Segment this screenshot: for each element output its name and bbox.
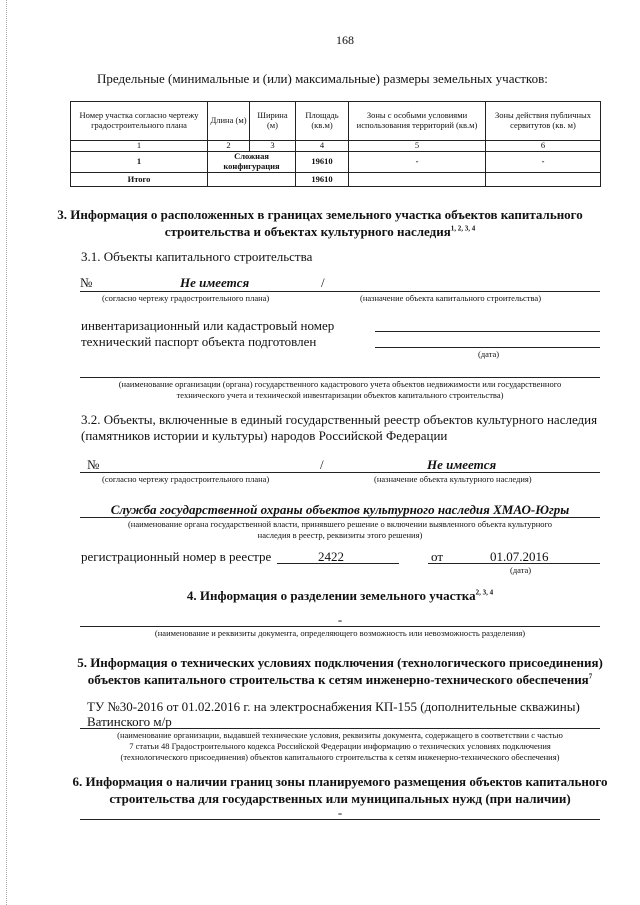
page-number: 168 — [336, 33, 354, 47]
table-header-cell: Длина (м) — [208, 102, 250, 141]
table-header-row — [71, 102, 601, 141]
section6-title-line1: 6. Информация о наличии границ зоны планируемого размещения объектов капитального — [72, 774, 608, 789]
underline — [80, 728, 600, 729]
underline — [80, 472, 600, 473]
registry-number-value: 2422 — [318, 549, 344, 564]
section3-title-line1: 3. Информация о расположенных в границах земельного участка объектов капитального — [57, 207, 583, 222]
org-caption-line2: технического учета и технической инвентаризации объектов капитального строительства) — [176, 390, 504, 400]
section6-title-line2: строительства для государственных или муниципальных нужд (при наличии) — [109, 791, 571, 806]
tech-conditions-line1: ТУ №30-2016 от 01.02.2016 г. на электроснабжения КП-155 (дополнительные скважины) — [87, 699, 580, 714]
date-caption: (дата) — [510, 565, 532, 575]
heritage-objects-value: Не имеется — [427, 457, 497, 472]
table-header-cell: Зоны с особыми условиями использования территорий (кв.м) — [349, 102, 486, 141]
registry-date-value: 01.07.2016 — [490, 549, 549, 564]
section3-2-title-line1: 3.2. Объекты, включенные в единый государственный реестр объектов культурного наследия — [81, 412, 598, 427]
separator-slash: / — [321, 275, 325, 290]
authority-caption-line2: наследия в реестр, реквизиты этого решения) — [257, 530, 423, 540]
underline — [80, 517, 600, 518]
org-caption-line1: (наименование организации (органа) государственного кадастрового учета объектов недвижимости или государственного — [118, 379, 562, 389]
underline — [80, 819, 600, 820]
total-empty-cell — [208, 173, 296, 187]
section5-title-line2: объектов капитального строительства к сетям инженерно-технического обеспечения$^7$ — [87, 672, 593, 687]
section3-1-title: 3.1. Объекты капитального строительства — [81, 249, 313, 264]
table-number-row — [71, 141, 601, 152]
section5-caption-line1: (наименование организации, выдавшей технические условия, реквизиты документа, содержащего в соответствии с частью — [117, 730, 563, 740]
capital-objects-value: Не имеется — [180, 275, 250, 290]
date-caption: (дата) — [478, 349, 500, 359]
section6-value: - — [337, 805, 343, 820]
underline — [428, 563, 600, 564]
footnote-ref: 1, 2, 3, 4 — [450, 224, 476, 233]
underline — [277, 563, 399, 564]
section5-caption-line3: (технологического присоединения) объектов капитального строительства к сетям инженерно-технического обеспечения) — [120, 752, 560, 762]
plot-config-cell: Сложная конфигурация — [208, 152, 296, 173]
separator-slash: / — [320, 457, 324, 472]
table-column-number: 6 — [486, 141, 601, 152]
plot-number-cell: 1 — [71, 152, 208, 173]
underline — [375, 347, 600, 348]
section5-caption-line2: 7 статьи 48 Градостроительного кодекса Российской Федерации информацию о технических условиях подключения — [129, 741, 551, 751]
footnote-ref: 7 — [588, 672, 593, 681]
page-edge — [6, 0, 7, 905]
table-header-cell: Площадь (кв.м) — [296, 102, 349, 141]
total-empty-cell — [349, 173, 486, 187]
heritage-authority: Служба государственной охраны объектов культурного наследия ХМАО-Югры — [110, 502, 570, 517]
table-header-cell: Зоны действия публичных сервитутов (кв. м) — [486, 102, 601, 141]
underline — [375, 331, 600, 332]
table-column-number: 2 — [208, 141, 250, 152]
table-total-row — [71, 173, 601, 187]
total-label-cell: Итого — [71, 173, 208, 187]
authority-caption-line1: (наименование органа государственной власти, принявшего решение о включении выявленного объекта культурного — [127, 519, 553, 529]
caption-plan-reference: (согласно чертежу градостроительного плана) — [102, 474, 270, 484]
caption-plan-reference: (согласно чертежу градостроительного плана) — [102, 293, 270, 303]
section4-caption: (наименование и реквизиты документа, определяющего возможность или невозможность разделения) — [154, 628, 526, 638]
table-row — [71, 152, 601, 173]
table-header-cell: Номер участка согласно чертежу градостроительного плана — [71, 102, 208, 141]
section3-title-line2: строительства и объектах культурного наследия$^{1, 2, 3, 4}$ — [164, 224, 476, 239]
table-column-number: 1 — [71, 141, 208, 152]
section4-title: 4. Информация о разделении земельного участка$^{2, 3, 4}$ — [186, 588, 494, 603]
sizes-heading: Предельные (минимальные и (или) максимальные) размеры земельных участков: — [97, 71, 548, 86]
underline — [80, 626, 600, 627]
from-label: от — [431, 549, 444, 564]
underline — [80, 291, 600, 292]
plot-area-cell: 19610 — [296, 152, 349, 173]
table-column-number: 5 — [349, 141, 486, 152]
section5-title-line1: 5. Информация о технических условиях подключения (технологического присоединения) — [77, 655, 603, 670]
total-empty-cell — [486, 173, 601, 187]
table-column-number: 3 — [250, 141, 296, 152]
total-area-cell: 19610 — [296, 173, 349, 187]
tech-conditions-line2: Ватинского м/р — [87, 714, 172, 729]
land-plot-table — [70, 101, 601, 187]
plot-zones-cell: - — [349, 152, 486, 173]
tech-passport-label: технический паспорт объекта подготовлен — [81, 334, 317, 349]
caption-heritage-purpose: (назначение объекта культурного наследия) — [374, 474, 532, 484]
underline — [80, 377, 600, 378]
section4-value: - — [337, 612, 343, 627]
footnote-ref: 2, 3, 4 — [475, 588, 494, 597]
number-sign: № — [80, 275, 93, 290]
caption-object-purpose: (назначение объекта капитального строительства) — [360, 293, 542, 303]
table-column-number: 4 — [296, 141, 349, 152]
plot-servitudes-cell: - — [486, 152, 601, 173]
inventory-number-label: инвентаризационный или кадастровый номер — [81, 318, 335, 333]
table-header-cell: Ширина (м) — [250, 102, 296, 141]
number-sign: № — [87, 457, 100, 472]
registry-number-label: регистрационный номер в реестре — [81, 549, 272, 564]
section3-2-title-line2: (памятников истории и культуры) народов Российской Федерации — [81, 428, 448, 443]
